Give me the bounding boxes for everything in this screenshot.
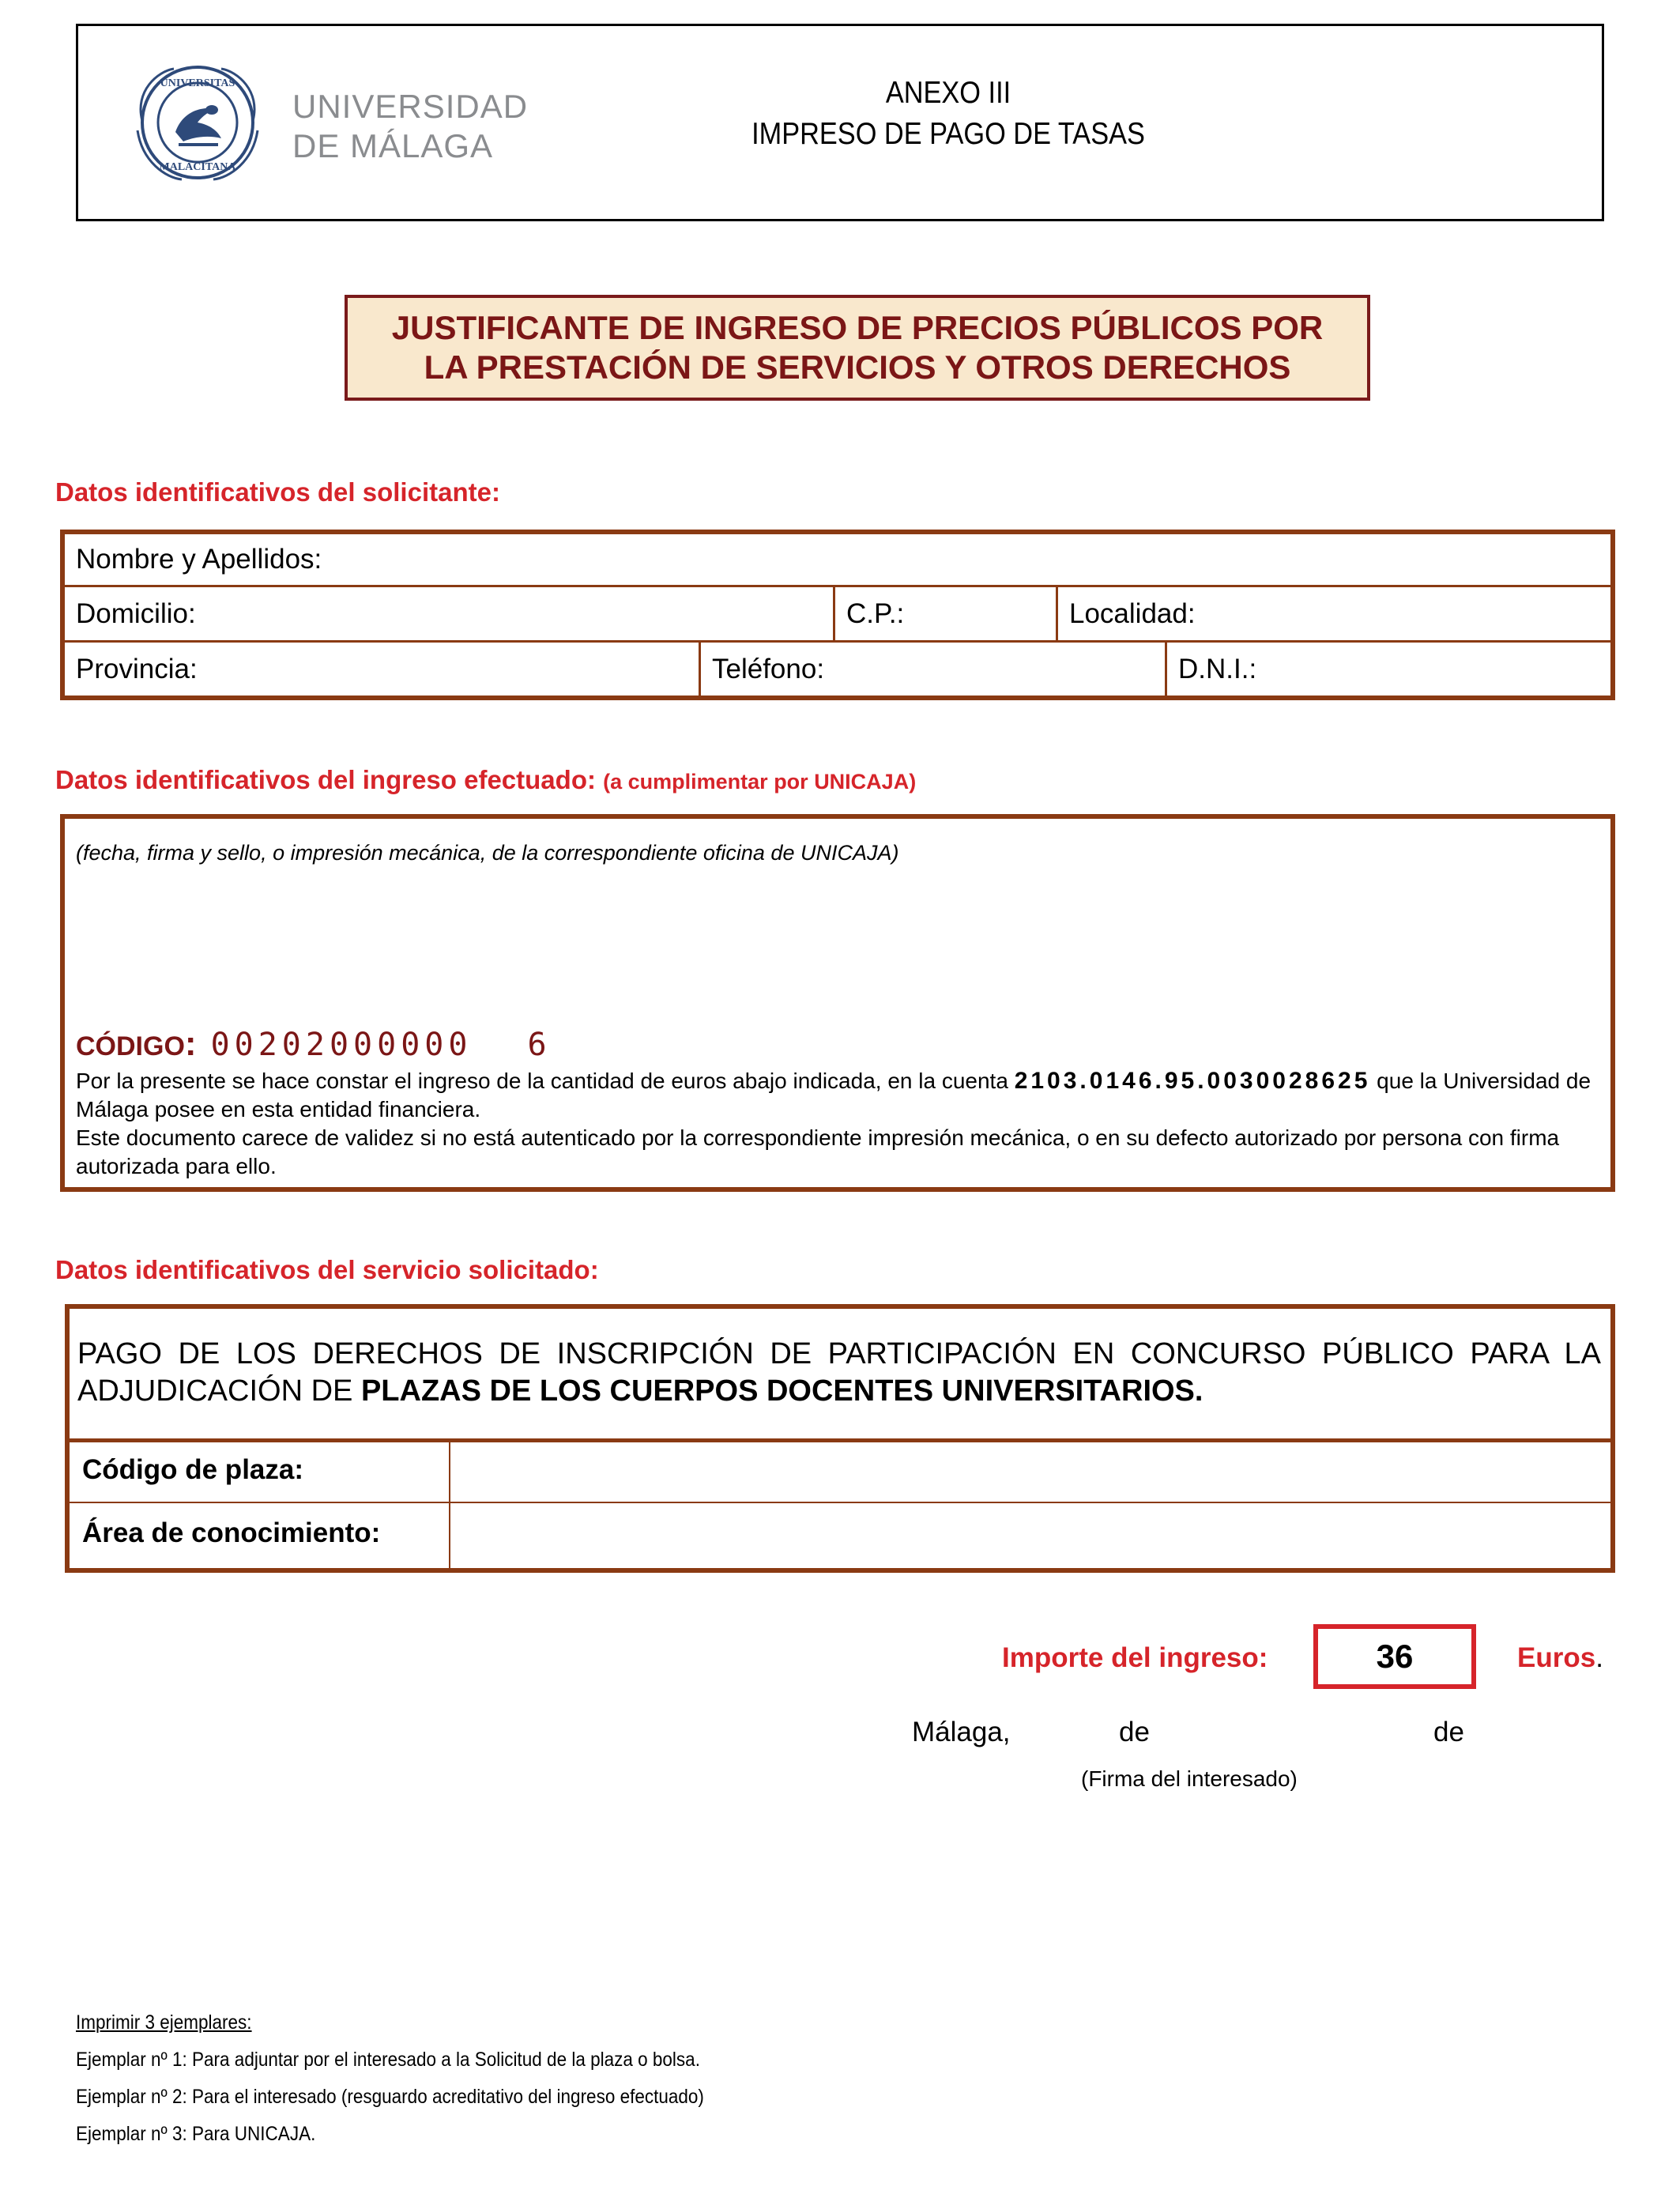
city-label: Localidad: bbox=[1069, 598, 1196, 629]
bank-text-part2: que la Universidad de Málaga posee en esta entidad financiera. bbox=[76, 1069, 1591, 1122]
university-name-line1: UNIVERSIDAD bbox=[292, 88, 529, 125]
payment-section-label: Datos identificativos del ingreso efectuado: bbox=[55, 765, 596, 794]
service-section-title: Datos identificativos del servicio solicitado: bbox=[55, 1255, 599, 1284]
header-titles bbox=[684, 73, 1213, 155]
dni-field[interactable] bbox=[1167, 643, 1610, 696]
postal-code-field[interactable] bbox=[835, 587, 1056, 640]
annex-title: ANEXO III bbox=[885, 76, 1011, 110]
service-description-bold: PLAZAS DE LOS CUERPOS DOCENTES UNIVERSITARIOS. bbox=[360, 1374, 1203, 1408]
payment-code bbox=[76, 1024, 547, 1064]
name-field[interactable] bbox=[65, 534, 1610, 585]
print-instructions-heading: Imprimir 3 ejemplares: bbox=[76, 2011, 252, 2034]
bank-legal-text bbox=[76, 1067, 1593, 1181]
service-description-text: PAGO DE LOS DERECHOS DE INSCRIPCIÓN DE PARTICIPACIÓN EN CONCURSO PÚBLICO PARA LA ADJUDICACIÓN DE bbox=[77, 1337, 1601, 1408]
print-instruction-item: Ejemplar nº 1: Para adjuntar por el interesado a la Solicitud de la plaza o bolsa. bbox=[76, 2049, 700, 2071]
amount-label: Importe del ingreso: bbox=[1002, 1642, 1268, 1673]
dni-label: D.N.I.: bbox=[1178, 653, 1257, 684]
university-seal-icon bbox=[119, 59, 277, 186]
bank-account-number: 2103.0146.95.0030028625 bbox=[1014, 1068, 1371, 1094]
print-instruction-item: Ejemplar nº 3: Para UNICAJA. bbox=[76, 2123, 316, 2145]
payment-code-label: CÓDIGO bbox=[76, 1031, 185, 1061]
payment-code-value: 00202000000 bbox=[210, 1027, 473, 1063]
currency-label: Euros bbox=[1517, 1642, 1596, 1673]
city-field[interactable] bbox=[1058, 587, 1610, 640]
university-name bbox=[292, 87, 528, 166]
bank-stamp-note: (fecha, firma y sello, o impresión mecánica, de la correspondiente oficina de UNICAJA) bbox=[76, 841, 899, 865]
bank-text-part3: Este documento carece de validez si no está autenticado por la correspondiente impresión mecánica, o en su defecto autorizado por persona con firma autorizada para ello. bbox=[76, 1125, 1560, 1178]
form-title: IMPRESO DE PAGO DE TASAS bbox=[751, 117, 1145, 151]
phone-field[interactable] bbox=[701, 643, 1165, 696]
signature-de-1: de bbox=[1119, 1717, 1150, 1747]
phone-label: Teléfono: bbox=[712, 653, 825, 684]
document-title-line2: LA PRESTACIÓN DE SERVICIOS Y OTROS DERECHOS bbox=[424, 349, 1291, 386]
payment-code-colon: : bbox=[184, 1024, 197, 1063]
signature-de-2: de bbox=[1433, 1717, 1464, 1747]
name-label: Nombre y Apellidos: bbox=[76, 544, 322, 575]
payment-section-title bbox=[55, 765, 916, 795]
document-title-line1: JUSTIFICANTE DE INGRESO DE PRECIOS PÚBLICOS POR bbox=[391, 309, 1324, 346]
payment-section-note: (a cumplimentar por UNICAJA) bbox=[603, 770, 917, 794]
address-field[interactable] bbox=[65, 587, 833, 640]
print-instruction-item: Ejemplar nº 2: Para el interesado (resguardo acreditativo del ingreso efectuado) bbox=[76, 2086, 704, 2108]
print-instructions bbox=[76, 2004, 704, 2153]
svg-text:MALACITANA: MALACITANA bbox=[159, 161, 236, 173]
bank-text-part1: Por la presente se hace constar el ingreso de la cantidad de euros abajo indicada, en la cuenta bbox=[76, 1069, 1008, 1093]
plaza-code-input[interactable] bbox=[450, 1442, 1610, 1502]
payment-code-check-digit: 6 bbox=[527, 1027, 547, 1063]
province-field[interactable] bbox=[65, 643, 699, 696]
currency bbox=[1517, 1642, 1603, 1674]
knowledge-area-label: Área de conocimiento: bbox=[82, 1517, 381, 1548]
signature-note: (Firma del interesado) bbox=[1081, 1766, 1298, 1791]
amount-box bbox=[1313, 1624, 1476, 1689]
amount-value: 36 bbox=[1376, 1638, 1414, 1675]
signature-place: Málaga, bbox=[912, 1717, 1011, 1747]
svg-text:UNIVERSITAS: UNIVERSITAS bbox=[160, 77, 235, 89]
applicant-table bbox=[60, 530, 1615, 700]
province-label: Provincia: bbox=[76, 653, 198, 684]
address-label: Domicilio: bbox=[76, 598, 196, 629]
document-title-box bbox=[345, 295, 1370, 401]
postal-code-label: C.P.: bbox=[846, 598, 905, 629]
university-name-line2: DE MÁLAGA bbox=[292, 127, 494, 164]
plaza-code-label: Código de plaza: bbox=[82, 1453, 303, 1485]
knowledge-area-input[interactable] bbox=[450, 1503, 1610, 1568]
service-description bbox=[77, 1336, 1601, 1410]
applicant-section-title: Datos identificativos del solicitante: bbox=[55, 477, 500, 507]
currency-dot: . bbox=[1595, 1642, 1603, 1673]
